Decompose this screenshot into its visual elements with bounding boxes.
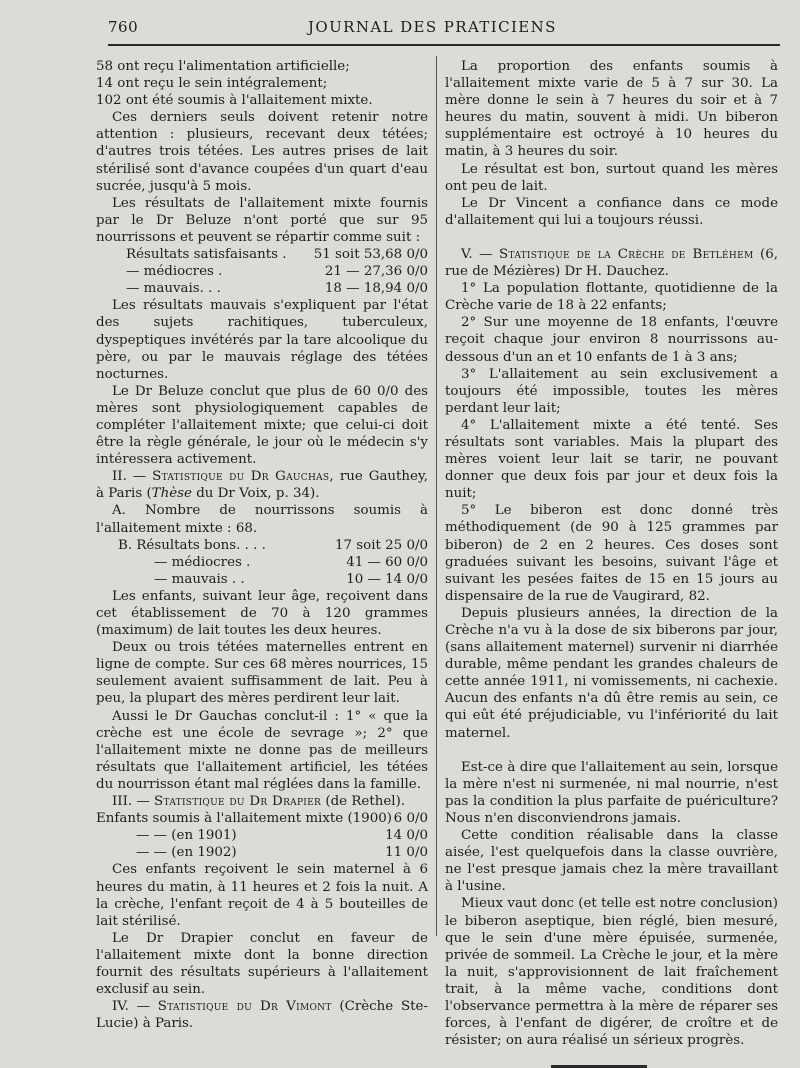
paragraph: Mieux vaut donc (et telle est notre conclusion) le biberon aseptique, bien réglé, bien mesuré, que le sein d'une mère épuisée, surmenée, privée de sommeil. La Crèche le jour, et la mère la nuit, s'approvisionnent de lait fraîchement trait, à la même vache, conditions dont l'observance permettra à la mère de réparer ses forces, à l'enfant de digérer, de croître et de résister; on aura réalisé un sérieux progrès. <box>445 896 778 1049</box>
section-title: Statistique de la Crèche de Betléhem <box>499 246 754 262</box>
section-number: IV. — <box>112 999 150 1015</box>
list-item: 3° L'allaitement au sein exclusivement a toujours été impossible, toutes les mères perdant leur lait; <box>445 366 778 416</box>
paragraph: Les résultats mauvais s'expliquent par l'état des sujets rachitiques, tuberculeux, dyspeptiques invétérés par la tare alcoolique du père, ou par le mauvais réglage des tétées nocturnes. <box>96 298 428 382</box>
result-label: — — (en 1902) <box>136 845 237 861</box>
column-divider <box>436 56 437 936</box>
paragraph: Le Dr Beluze conclut que plus de 60 0/0 des mères sont physiologiquement capables de compléter l'allaitement mixte; que celui-ci doit être la règle générale, le jour où le médecin s'y intéressera activement. <box>96 383 428 468</box>
section-number: II. — <box>112 469 147 485</box>
paragraph: Cette condition réalisable dans la classe aisée, l'est quelquefois dans la classe ouvrière, ne l'est presque jamais chez la mère travaillant à l'usine. <box>445 828 778 895</box>
list-item: 102 ont été soumis à l'allaitement mixte. <box>96 93 373 109</box>
paragraph: Aussi le Dr Gauchas conclut-il : 1° « que la crèche est une école de sevrage »; 2° que l'allaitement mixte ne donne pas de meilleurs résultats que l'allaitement artificiel, les tétées du nourrisson étant mal réglées dans la famille. <box>96 708 428 792</box>
result-row <box>96 571 428 588</box>
paragraph: Les enfants, suivant leur âge, reçoivent dans cet établissement de 70 à 120 grammes (maximum) de lait toutes les deux heures. <box>96 588 428 639</box>
list-item: 14 ont reçu le sein intégralement; <box>96 76 328 92</box>
result-value: 18 — 18,94 0/0 <box>324 281 428 297</box>
right-column <box>445 58 778 1068</box>
section-subtitle-end: du Dr Voix, p. 34). <box>196 486 320 502</box>
result-value: 14 0/0 <box>385 828 428 844</box>
paragraph: A. Nombre de nourrissons soumis à l'allaitement mixte : 68. <box>96 503 428 536</box>
running-header <box>108 16 780 46</box>
result-row <box>96 827 428 844</box>
list-item: 2° Sur une moyenne de 18 enfants, l'œuvre reçoit chaque jour environ 8 nourrissons au-dessous d'un an et 10 enfants de 1 à 3 ans; <box>445 315 778 365</box>
section-title: Statistique du Dr Vimont <box>157 999 332 1015</box>
result-label: — mauvais. . . <box>126 281 221 297</box>
section-title: Statistique du Dr Gauchas, <box>152 469 334 485</box>
result-row <box>96 810 428 827</box>
section-heading <box>96 998 428 1032</box>
list-item: 58 ont reçu l'alimentation artificielle; <box>96 59 350 74</box>
result-value: 51 soit 53,68 0/0 <box>313 247 428 263</box>
result-label: Enfants soumis à l'allaitement mixte (1900) <box>96 811 392 827</box>
paragraph: Depuis plusieurs années, la direction de la Crèche n'a vu à la dose de six biberons par jour, (sans allaitement maternel) survenir ni diarrhée durable, même pendant les grandes chaleurs de cette année 1911, ni vomissements, ni cachexie. Aucun des enfants n'a dû être remis au sein, ce qui eût été préjudiciable, vu l'infériorité du lait maternel. <box>445 605 778 741</box>
result-label: — — (en 1901) <box>136 828 237 844</box>
section-heading <box>96 468 428 502</box>
result-value: 21 — 27,36 0/0 <box>324 264 428 280</box>
these-word: Thèse <box>151 486 192 502</box>
result-label: — mauvais . . <box>154 571 245 587</box>
paragraph: Deux ou trois tétées maternelles entrent en ligne de compte. Sur ces 68 mères nourrices, 15 seulement avaient suffisamment de lait. Peu à peu, la plupart des mères perdirent leur lait. <box>96 640 428 707</box>
paragraph: Ces derniers seuls doivent retenir notre attention : plusieurs, recevant deux tétées; d'autres trois tétées. Les autres prises de lait stérilisé sont d'avance coupées d'un quart d'eau sucrée, jusqu'à 5 mois. <box>96 110 428 194</box>
result-row <box>96 554 428 571</box>
result-label: B. Résultats bons. . . . <box>118 537 266 553</box>
section-heading <box>96 793 428 810</box>
paragraph: Ces enfants reçoivent le sein maternel à 6 heures du matin, à 11 heures et 2 fois la nuit. A la crèche, l'enfant reçoit de 4 à 5 bouteilles de lait stérilisé. <box>96 862 428 929</box>
result-row <box>96 537 428 554</box>
result-value: 6 0/0 <box>393 811 428 827</box>
result-row <box>96 263 428 280</box>
result-label: — médiocres . <box>126 264 223 280</box>
result-value: 10 — 14 0/0 <box>346 571 428 587</box>
page-number: 760 <box>108 18 139 36</box>
paragraph: Le Dr Vincent a confiance dans ce mode d'allaitement qui lui a toujours réussi. <box>445 195 778 228</box>
result-value: 41 — 60 0/0 <box>346 554 428 570</box>
result-label: — médiocres . <box>154 554 251 570</box>
list-item: 4° L'allaitement mixte a été tenté. Ses résultats sont variables. Mais la plupart des mères voient leur lait se tarir, ne pouvant donner que deux fois par jour et deux fois la nuit; <box>445 417 778 502</box>
section-subtitle: (de Rethel). <box>325 794 406 810</box>
section-title: Statistique du Dr Drapier <box>154 794 322 810</box>
journal-title: JOURNAL DES PRATICIENS <box>308 18 557 36</box>
left-column <box>96 58 428 1032</box>
section-gap <box>445 229 778 246</box>
section-heading <box>445 246 778 280</box>
result-row <box>96 246 428 263</box>
section-number: III. — <box>112 794 150 810</box>
result-value: 11 0/0 <box>385 845 428 861</box>
result-row <box>96 280 428 297</box>
result-row <box>96 844 428 861</box>
section-subtitle: (Crèche Ste-Lucie) à Paris. <box>96 999 428 1032</box>
section-number: V. — <box>461 246 493 262</box>
paragraph: La proportion des enfants soumis à l'allaitement mixte varie de 5 à 7 sur 30. La mère donne le sein à 7 heures du soir et à 7 heures du matin, souvent à midi. Un biberon supplémentaire est octroyé à 10 heures du matin, à 3 heures du soir. <box>445 59 778 160</box>
section-subtitle: (6, rue de Mézières) Dr H. Dauchez. <box>445 246 779 280</box>
result-value: 17 soit 25 0/0 <box>335 537 428 553</box>
paragraph: Les résultats de l'allaitement mixte fournis par le Dr Beluze n'ont porté que sur 95 nourrissons et peuvent se répartir comme suit : <box>96 195 428 245</box>
result-label: Résultats satisfaisants . <box>126 247 287 263</box>
section-subtitle: rue Gauthey, à Paris ( <box>96 469 429 502</box>
list-item: 5° Le biberon est donc donné très méthodiquement (de 90 à 125 grammes par biberon) de 2 en 2 heures. Ces doses sont graduées suivant les besoins, suivant l'âge et suivant les pesées faites de 15 en 15 jours au dispensaire de la rue de Vaugirard, 82. <box>445 503 778 604</box>
paragraph: Est-ce à dire que l'allaitement au sein, lorsque la mère n'est ni surmenée, ni mal nourrie, n'est pas la condition la plus parfaite de puériculture? Nous n'en disconviendrons jamais. <box>445 759 778 826</box>
paragraph: Le Dr Drapier conclut en faveur de l'allaitement mixte dont la bonne direction fournit des résultats supérieurs à l'allaitement exclusif au sein. <box>96 930 428 998</box>
list-item: 1° La population flottante, quotidienne de la Crèche varie de 18 à 22 enfants; <box>445 281 778 314</box>
section-gap <box>445 742 778 759</box>
paragraph: Le résultat est bon, surtout quand les mères ont peu de lait. <box>445 161 778 194</box>
